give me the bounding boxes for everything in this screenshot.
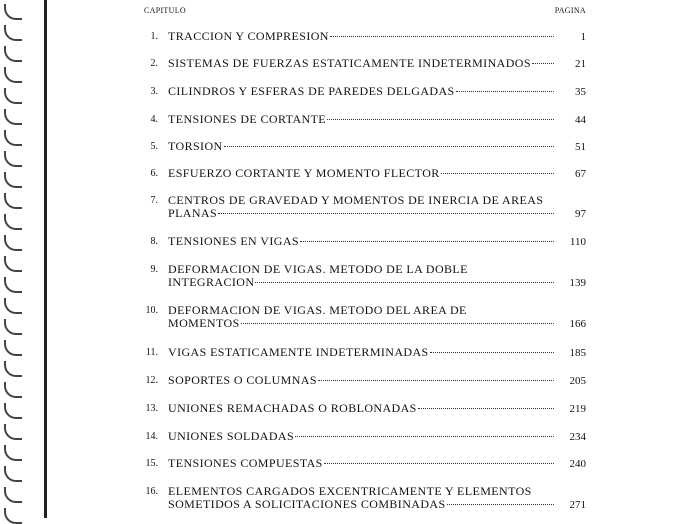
page-number: 271 [569,499,586,511]
chapter-title: CILINDROS Y ESFERAS DE PAREDES DELGADAS [168,84,455,98]
chapter-number: 16. [145,486,158,497]
chapter-title: TENSIONES DE CORTANTE [168,112,327,126]
dot-leader [532,62,554,64]
chapter-title: PLANAS [168,206,218,220]
page-number: 166 [569,318,586,330]
page-number: 21 [575,58,586,70]
dot-leader [318,379,554,381]
page-number: 240 [569,458,586,470]
dot-leader [224,145,554,147]
page-number: 97 [575,208,586,220]
dot-leader [241,322,554,324]
chapter-title: VIGAS ESTATICAMENTE INDETERMINADAS [168,345,429,359]
chapter-title: MOMENTOS [168,316,240,330]
dot-leader [218,212,554,214]
page-number: 51 [575,141,586,153]
page-number: 205 [569,375,586,387]
chapter-title: UNIONES SOLDADAS [168,429,295,443]
chapter-number: 13. [145,403,158,414]
chapter-title: SOMETIDOS A SOLICITACIONES COMBINADAS [168,497,446,511]
page-number: 35 [575,86,586,98]
chapter-number: 6. [150,168,158,179]
page-number: 139 [569,277,586,289]
dot-leader [330,35,554,37]
page-number: 1 [580,31,586,43]
page-number: 185 [569,347,586,359]
chapter-number: 10. [145,305,158,316]
chapter-title: SOPORTES O COLUMNAS [168,373,317,387]
chapter-title: TRACCION Y COMPRESION [168,29,329,43]
page-number: 67 [575,168,586,180]
chapter-title: SISTEMAS DE FUERZAS ESTATICAMENTE INDETERMINADOS [168,56,531,70]
chapter-title: TENSIONES COMPUESTAS [168,456,323,470]
page-number: 44 [575,114,586,126]
chapter-title: INTEGRACION [168,275,255,289]
dot-leader [441,172,554,174]
chapter-title-line: CENTROS DE GRAVEDAD Y MOMENTOS DE INERCIA DE AREAS [168,193,544,207]
chapter-title-line: ELEMENTOS CARGADOS EXCENTRICAMENTE Y ELEMENTOS [168,484,532,498]
dot-leader [447,503,554,505]
chapter-title: TORSION [168,139,223,153]
chapter-number: 12. [145,375,158,386]
chapter-title-line: DEFORMACION DE VIGAS. METODO DEL AREA DE [168,303,467,317]
page-column-label: PAGINA [554,6,586,15]
chapter-number: 14. [145,431,158,442]
chapter-number: 7. [150,195,158,206]
chapter-number: 8. [150,236,158,247]
chapter-number: 1. [150,31,158,42]
chapter-title: UNIONES REMACHADAS O ROBLONADAS [168,401,417,415]
chapter-title: ESFUERZO CORTANTE Y MOMENTO FLECTOR [168,166,440,180]
chapter-number: 4. [150,114,158,125]
dot-leader [295,435,554,437]
chapter-number: 3. [150,86,158,97]
dot-leader [418,407,554,409]
page-number: 234 [569,431,586,443]
chapter-number: 5. [150,141,158,152]
chapter-column-label: CAPITULO [144,6,186,15]
dot-leader [327,118,554,120]
page-number: 219 [569,403,586,415]
chapter-number: 2. [150,58,158,69]
chapter-number: 15. [145,458,158,469]
dot-leader [300,240,554,242]
chapter-title-line: DEFORMACION DE VIGAS. METODO DE LA DOBLE [168,262,468,276]
dot-leader [430,351,554,353]
page-number: 110 [569,236,586,248]
chapter-number: 9. [150,264,158,275]
dot-leader [324,462,554,464]
chapter-number: 11. [145,347,158,358]
dot-leader [456,90,554,92]
chapter-title: TENSIONES EN VIGAS [168,234,299,248]
dot-leader [255,281,554,283]
